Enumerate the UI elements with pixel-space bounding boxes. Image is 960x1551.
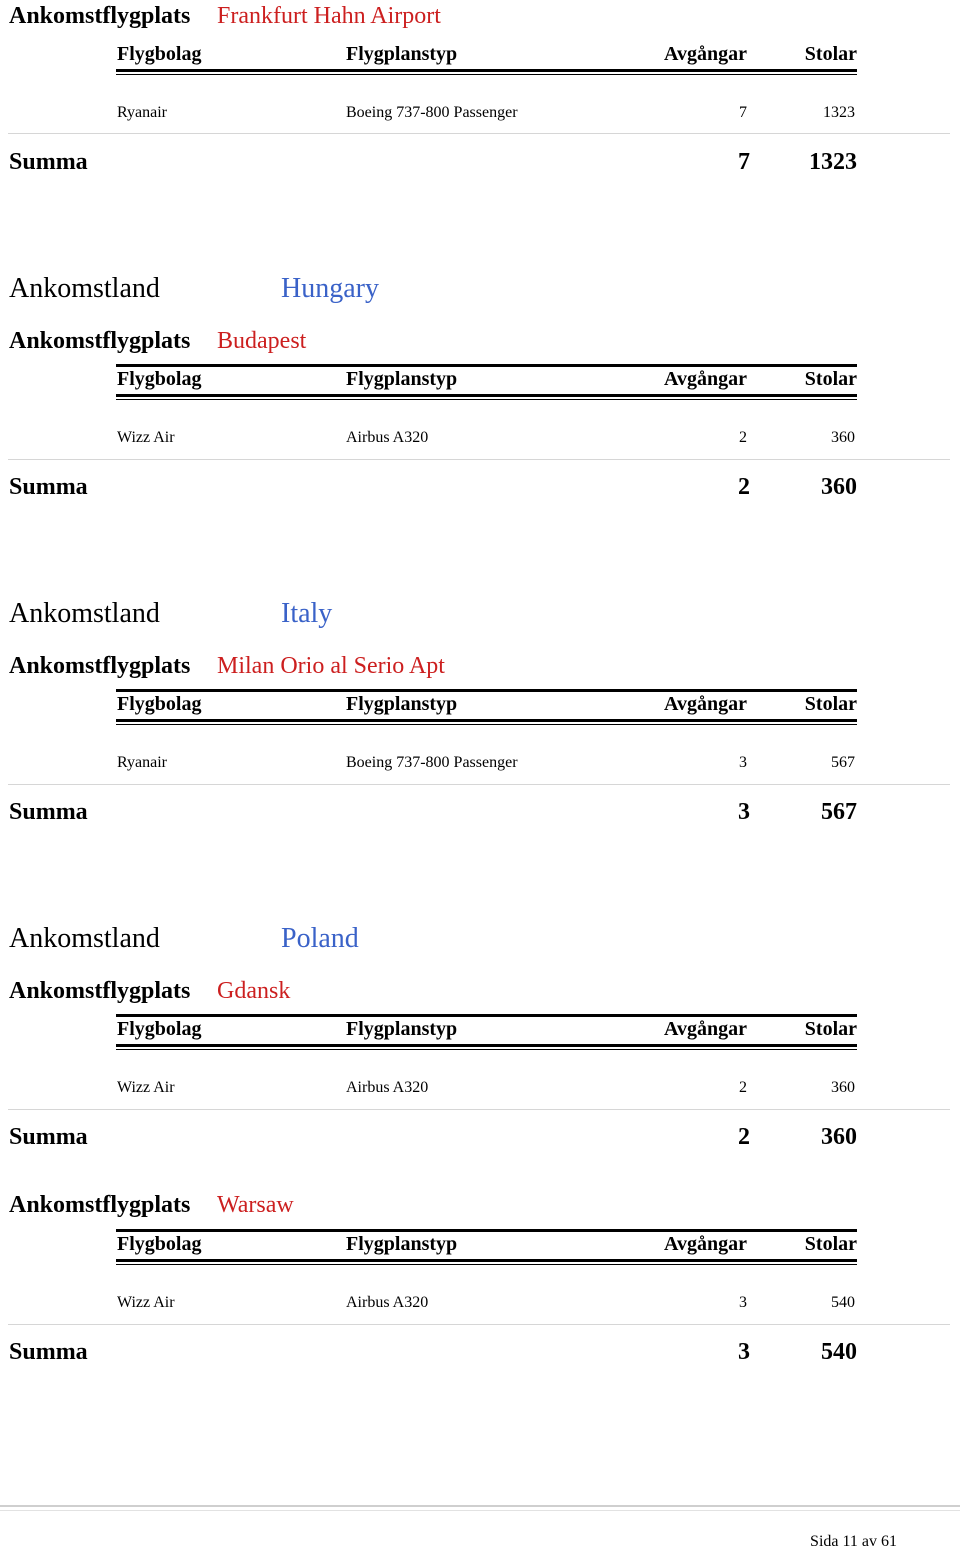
row-divider — [8, 1324, 950, 1325]
header-rule — [116, 394, 857, 397]
sum-departures: 7 — [738, 149, 750, 175]
sum-label: Summa — [9, 1124, 88, 1150]
sum-seats: 360 — [821, 474, 857, 500]
cell-seats: 360 — [831, 1079, 855, 1096]
airport-value: Milan Orio al Serio Apt — [217, 653, 445, 679]
sum-departures: 3 — [738, 1339, 750, 1365]
header-rule-thin — [116, 1049, 857, 1050]
header-rule-top — [116, 1229, 857, 1232]
col-header-aircraft: Flygplanstyp — [346, 1233, 458, 1255]
cell-airline: Ryanair — [117, 754, 168, 771]
sum-departures: 2 — [738, 474, 750, 500]
col-header-aircraft: Flygplanstyp — [346, 693, 458, 715]
row-divider — [8, 459, 950, 460]
airport-label: Ankomstflygplats — [9, 653, 191, 679]
cell-departures: 2 — [739, 429, 747, 446]
col-header-departures: Avgångar — [664, 43, 747, 65]
sum-departures: 3 — [738, 799, 750, 825]
cell-aircraft: Airbus A320 — [346, 1294, 429, 1311]
cell-departures: 3 — [739, 754, 747, 771]
row-divider — [8, 784, 950, 785]
header-rule-thin — [116, 399, 857, 400]
col-header-seats: Stolar — [804, 1018, 857, 1040]
country-value: Poland — [281, 923, 359, 954]
sum-label: Summa — [9, 799, 88, 825]
country-label: Ankomstland — [9, 598, 160, 629]
col-header-departures: Avgångar — [664, 1018, 747, 1040]
col-header-airline: Flygbolag — [117, 368, 202, 390]
col-header-seats: Stolar — [804, 693, 857, 715]
col-header-airline: Flygbolag — [117, 1233, 202, 1255]
header-rule-top — [116, 689, 857, 692]
cell-departures: 2 — [739, 1079, 747, 1096]
sum-seats: 567 — [821, 799, 857, 825]
sum-seats: 540 — [821, 1339, 857, 1365]
col-header-departures: Avgångar — [664, 368, 747, 390]
airport-label: Ankomstflygplats — [9, 1192, 191, 1218]
cell-seats: 567 — [831, 754, 855, 771]
footer-rule-thin — [0, 1510, 960, 1511]
airport-value: Warsaw — [217, 1192, 294, 1218]
header-rule-thin — [116, 1264, 857, 1265]
airport-value: Budapest — [217, 328, 307, 354]
header-rule — [116, 1259, 857, 1262]
col-header-aircraft: Flygplanstyp — [346, 43, 458, 65]
col-header-airline: Flygbolag — [117, 1018, 202, 1040]
country-label: Ankomstland — [9, 923, 160, 954]
country-value: Hungary — [281, 273, 379, 304]
cell-aircraft: Boeing 737-800 Passenger — [346, 104, 518, 121]
header-rule-thin — [116, 724, 857, 725]
sum-label: Summa — [9, 474, 88, 500]
col-header-seats: Stolar — [804, 1233, 857, 1255]
country-value: Italy — [281, 598, 333, 629]
country-label: Ankomstland — [9, 273, 160, 304]
page-number: Sida 11 av 61 — [810, 1533, 897, 1550]
header-rule-top — [116, 1014, 857, 1017]
header-rule — [116, 1044, 857, 1047]
cell-airline: Wizz Air — [117, 429, 175, 446]
row-divider — [8, 133, 950, 134]
airport-value: Frankfurt Hahn Airport — [217, 3, 441, 29]
airport-label: Ankomstflygplats — [9, 328, 191, 354]
header-rule-thin — [116, 74, 857, 75]
col-header-aircraft: Flygplanstyp — [346, 368, 458, 390]
col-header-departures: Avgångar — [664, 693, 747, 715]
header-rule-top — [116, 364, 857, 367]
cell-seats: 540 — [831, 1294, 855, 1311]
row-divider — [8, 1109, 950, 1110]
col-header-airline: Flygbolag — [117, 43, 202, 65]
cell-seats: 1323 — [823, 104, 855, 121]
cell-aircraft: Airbus A320 — [346, 429, 429, 446]
footer-rule — [0, 1505, 960, 1507]
sum-label: Summa — [9, 149, 88, 175]
cell-aircraft: Airbus A320 — [346, 1079, 429, 1096]
cell-airline: Wizz Air — [117, 1294, 175, 1311]
col-header-aircraft: Flygplanstyp — [346, 1018, 458, 1040]
sum-label: Summa — [9, 1339, 88, 1365]
cell-aircraft: Boeing 737-800 Passenger — [346, 754, 518, 771]
cell-seats: 360 — [831, 429, 855, 446]
airport-label: Ankomstflygplats — [9, 3, 191, 29]
cell-departures: 7 — [739, 104, 747, 121]
col-header-airline: Flygbolag — [117, 693, 202, 715]
cell-airline: Ryanair — [117, 104, 168, 121]
sum-seats: 1323 — [809, 149, 857, 175]
airport-value: Gdansk — [217, 978, 291, 1004]
col-header-departures: Avgångar — [664, 1233, 747, 1255]
col-header-seats: Stolar — [804, 368, 857, 390]
airport-label: Ankomstflygplats — [9, 978, 191, 1004]
header-rule — [116, 69, 857, 72]
cell-departures: 3 — [739, 1294, 747, 1311]
cell-airline: Wizz Air — [117, 1079, 175, 1096]
header-rule — [116, 719, 857, 722]
sum-seats: 360 — [821, 1124, 857, 1150]
col-header-seats: Stolar — [804, 43, 857, 65]
sum-departures: 2 — [738, 1124, 750, 1150]
